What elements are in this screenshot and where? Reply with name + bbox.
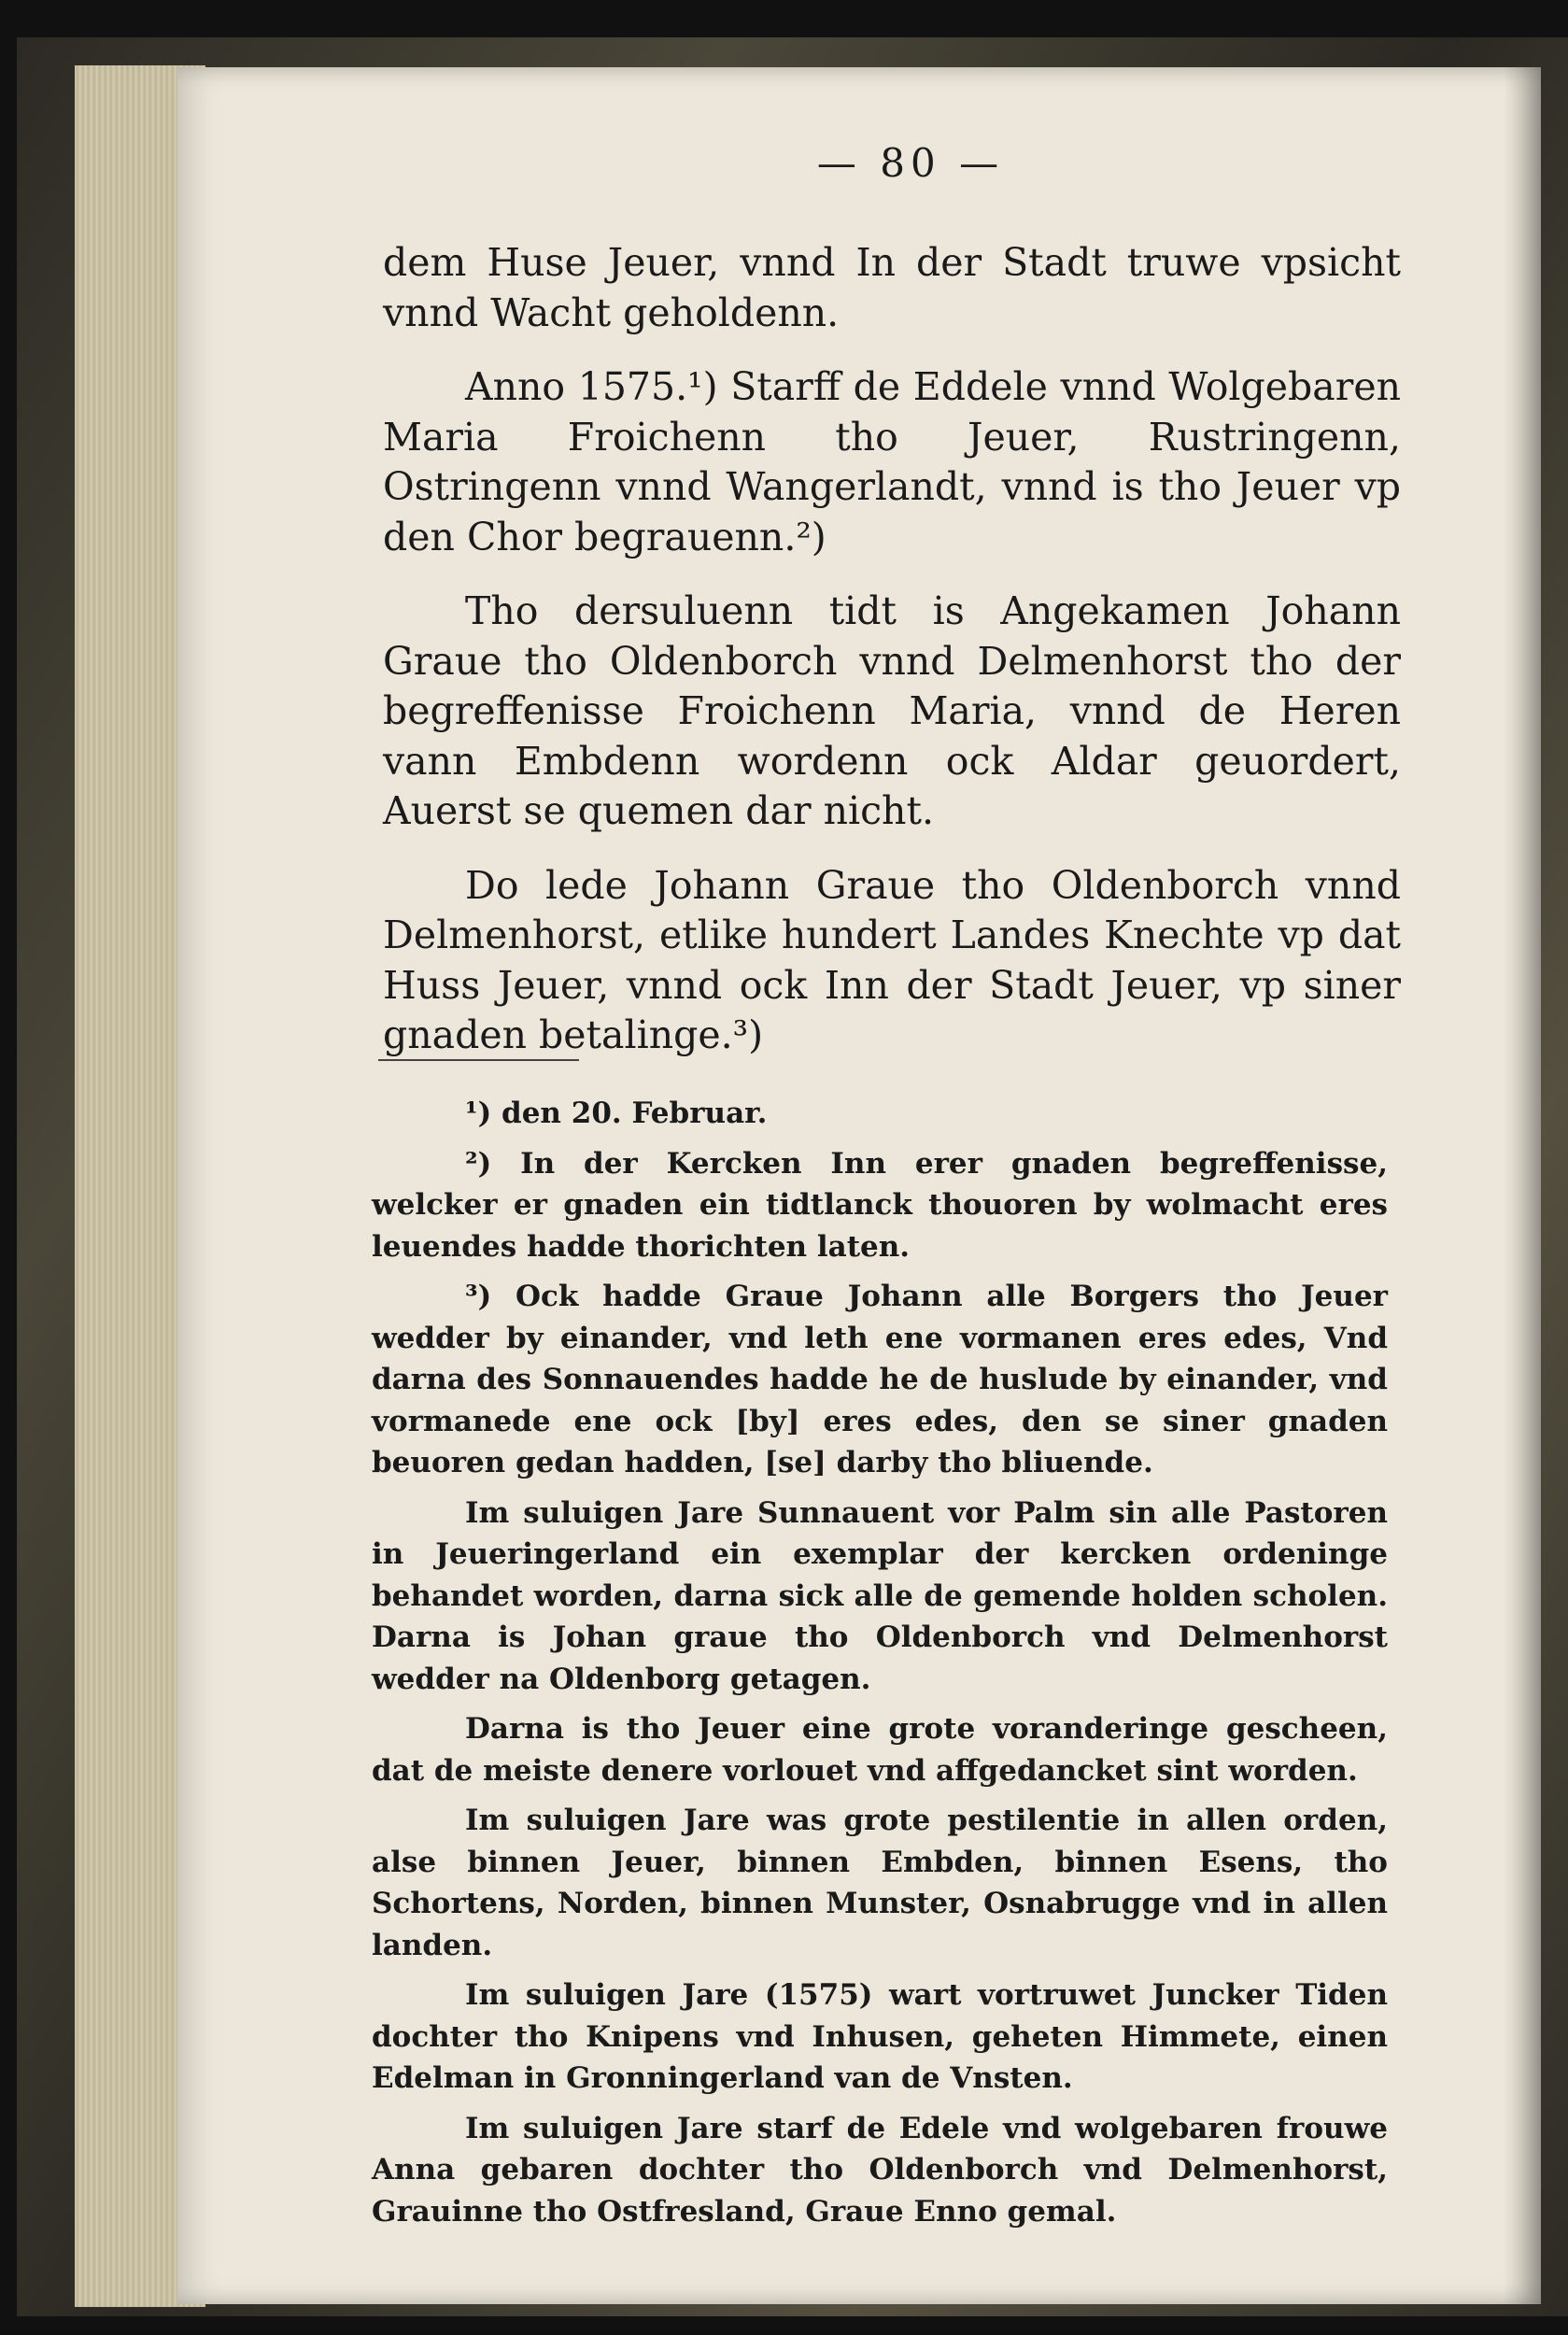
main-paragraph: dem Huse Jeuer, vnnd In der Stadt truwe vpsicht vnnd Wacht geholdenn. [383,240,1401,335]
footnote: ¹) den 20. Februar. [465,1097,768,1130]
footnotes [372,1093,1388,2241]
footnote-rule [378,1059,579,1061]
footnote-paragraph: Im suluigen Jare (1575) wart vortruwet Juncker Tiden dochter tho Knipens vnd Inhusen, geheten Himmete, einen Edelman in Gronningerland van de Vnsten. [372,1978,1388,2095]
footnote-paragraph: Im suluigen Jare Sunnauent vor Palm sin alle Pastoren in Jeueringerland ein exemplar der kercken ordeninge behandet worden, darna sick alle de gemende holden scholen. Darna is Johan graue tho Oldenborch vnd Delmenhorst wedder na Oldenborg getagen. [372,1495,1388,1696]
footnote-paragraph: Im suluigen Jare starf de Edele vnd wolgebaren frouwe Anna gebaren dochter tho Oldenborch vnd Delmenhorst, Grauinne tho Ostfresland, Graue Enno gemal. [372,2111,1388,2229]
page-number: — 80 — [816,140,1005,186]
main-text [383,238,1401,1085]
main-paragraph: Tho dersuluenn tidt is Angekamen Johann Graue tho Oldenborch vnnd Delmenhorst tho der begreffenisse Froichenn Maria, vnnd de Heren vann Embdenn wordenn ock Aldar geuordert, Auerst se quemen dar nicht. [383,588,1401,833]
main-paragraph: Do lede Johann Graue tho Oldenborch vnnd Delmenhorst, etlike hundert Landes Knechte vp dat Huss Jeuer, vnnd ock Inn der Stadt Jeuer, vp siner gnaden betalinge.³) [383,862,1401,1057]
footnote: ²) In der Kercken Inn erer gnaden begreffenisse, welcker er gnaden ein tidtlanck thouoren by wolmacht eres leuendes hadde thorichten laten. [372,1146,1388,1264]
page-binding-shadow [1504,67,1541,2304]
footnote-paragraph: Im suluigen Jare was grote pestilentie in allen orden, alse binnen Jeuer, binnen Embden, binnen Esens, tho Schortens, Norden, binnen Munster, Osnabrugge vnd in allen landen. [372,1804,1388,1962]
footnote-paragraph: Darna is tho Jeuer eine grote voranderinge gescheen, dat de meiste denere vorlouet vnd affgedancket sint worden. [372,1712,1388,1788]
footnote: ³) Ock hadde Graue Johann alle Borgers tho Jeuer wedder by einander, vnd leth ene vormanen eres edes, Vnd darna des Sonnauendes hadde he de huslude by einander, vnd vormanede ene ock [by] eres edes, den se siner gnaden beuoren gedan hadden, [se] darby tho bliuende. [372,1280,1388,1479]
main-paragraph: Anno 1575.¹) Starff de Eddele vnnd Wolgebaren Maria Froichenn tho Jeuer, Rustringenn, Ostringenn vnnd Wangerlandt, vnnd is tho Jeuer vp den Chor begrauenn.²) [383,364,1401,559]
